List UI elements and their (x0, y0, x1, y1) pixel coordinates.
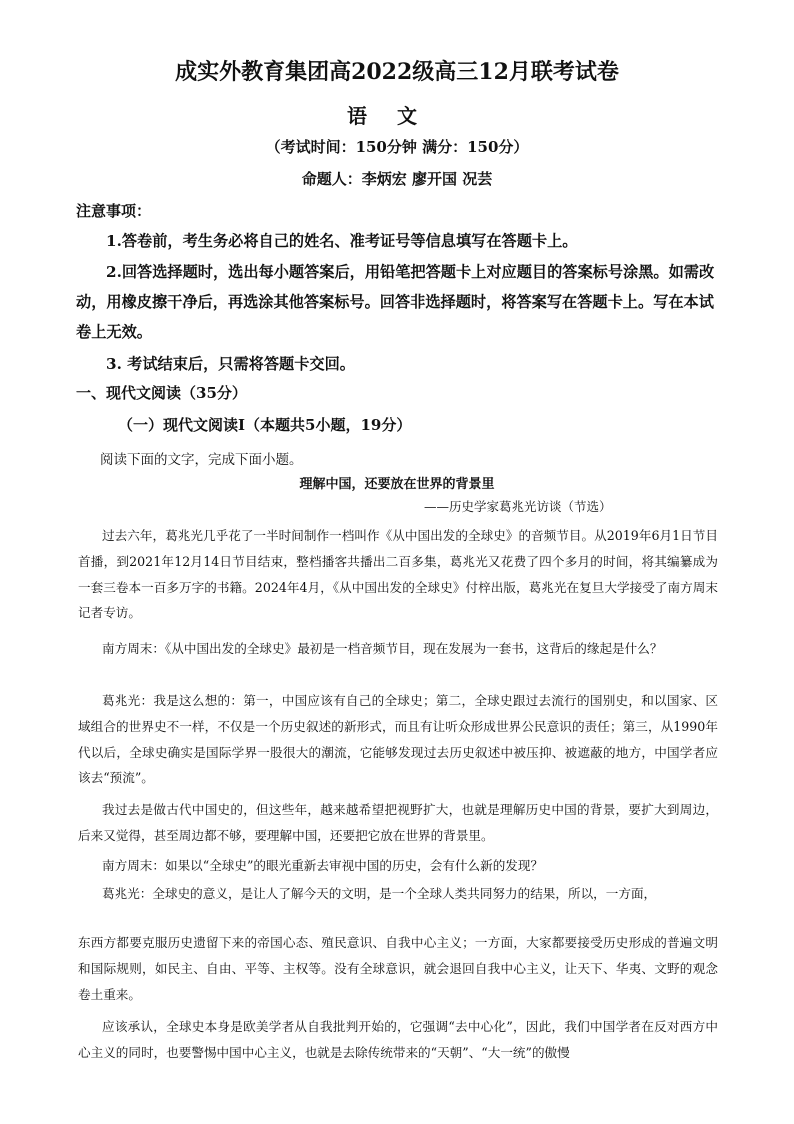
article-paragraph: 我过去是做古代中国史的，但这些年，越来越希望把视野扩大，也就是理解历史中国的背景，要扩大到周边，后来又觉得，甚至周边都不够，要理解中国，还要把它放在世界的背景里。 (78, 802, 718, 843)
article-subtitle: ——历史学家葛兆光访谈（节选） (424, 499, 612, 514)
article-paragraph: 东西方都要克服历史遗留下来的帝国心态、殖民意识、自我中心主义；一方面，大家都要接受历史形成的普遍文明和国际规则，如民主、自由、平等、主权等。没有全球意识，就会退回自我中心主义，让天下、华夷、文野的观念卷土重来。 (78, 935, 718, 1002)
article-paragraph: 葛兆光：全球史的意义，是让人了解今天的文明，是一个全球人类共同努力的结果，所以，一方面， (102, 886, 657, 901)
notice-heading: 注意事项： (76, 202, 152, 220)
subsection-title: （一）现代文阅读I（本题共5小题，19分） (118, 416, 412, 434)
reading-instruction: 阅读下面的文字，完成下面小题。 (100, 452, 303, 467)
article-paragraph: 过去六年，葛兆光几乎花了一半时间制作一档叫作《从中国出发的全球史》的音频节目。从2019年6月1日节目首播，到2021年12月14日节目结束，整档播客共播出二百多集，葛兆光又花费了四个多月的时间，将其编纂成为一套三卷本一百多万字的书籍。2024年4月，《从中国出发的全球史》付梓出版，葛兆光在复旦大学接受了南方周末记者专访。 (78, 528, 718, 621)
exam-time-info: （考试时间：150分钟 满分：150分） (265, 138, 529, 156)
subject-title: 语文 (347, 104, 447, 128)
article-paragraph: 葛兆光：我是这么想的：第一，中国应该有自己的全球史；第二，全球史跟过去流行的国别史，和以国家、区域组合的世界史不一样，不仅是一个历史叙述的新形式，而且有让听众形成世界公民意识的责任；第三，从1990年代以后，全球史确实是国际学界一股很大的潮流，它能够发现过去历史叙述中被压抑、被遮蔽的地方，中国学者应该去“预流”。 (78, 693, 718, 786)
article-title: 理解中国，还要放在世界的背景里 (299, 477, 495, 492)
exam-title: 成实外教育集团高2022级高三12月联考试卷 (175, 59, 619, 85)
notice-item-2: 2.回答选择题时，选出每小题答案后，用铅笔把答题卡上对应题目的答案标号涂黑。如需改动，用橡皮擦干净后，再选涂其他答案标号。回答非选择题时，将答案写在答题卡上。写在本试卷上无效。 (76, 263, 715, 341)
article-paragraph: 南方周末：《从中国出发的全球史》最初是一档音频节目，现在发展为一套书，这背后的缘起是什么？ (102, 641, 663, 656)
section-title: 一、现代文阅读（35分） (76, 384, 247, 402)
article-paragraph: 应该承认，全球史本身是欧美学者从自我批判开始的，它强调“去中心化”，因此，我们中国学者在反对西方中心主义的同时，也要警惕中国中心主义，也就是去除传统带来的“天朝”、“大一统”的傲慢 (78, 1019, 718, 1060)
article-paragraph: 南方周末：如果以“全球史”的眼光重新去审视中国的历史，会有什么新的发现？ (102, 858, 544, 873)
exam-authors: 命题人：李炳宏 廖开国 况芸 (301, 170, 493, 188)
notice-item-1: 1.答卷前，考生务必将自己的姓名、准考证号等信息填写在答题卡上。 (106, 232, 578, 250)
notice-item-3: 3. 考试结束后，只需将答题卡交回。 (106, 355, 355, 373)
